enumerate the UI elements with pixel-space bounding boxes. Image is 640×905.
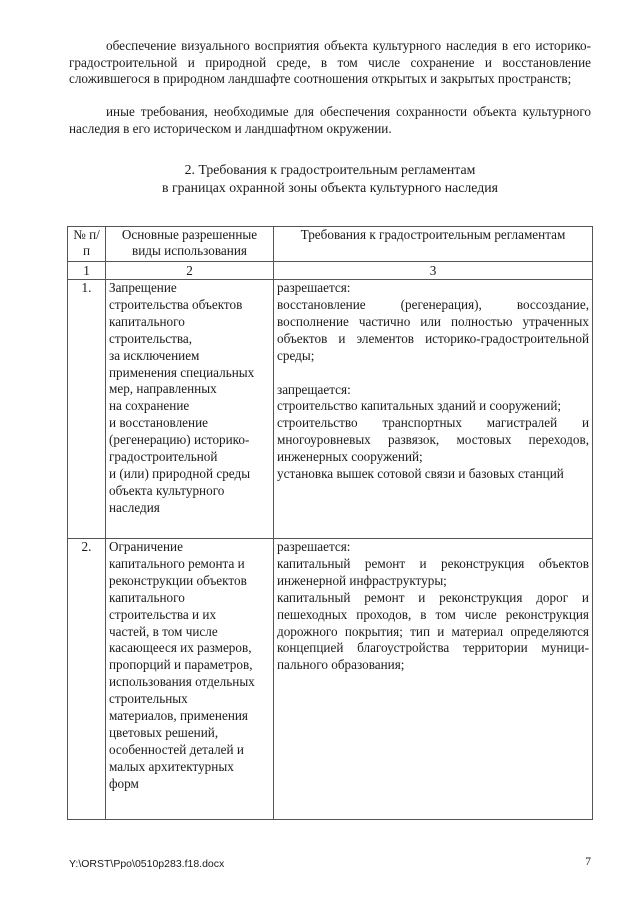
- use-line: на сохранение: [109, 398, 190, 414]
- row-use-cell: [106, 280, 274, 539]
- use-line: капитального: [109, 589, 185, 605]
- allowed-label: разрешается:: [277, 280, 351, 295]
- forbidden-label: запрещается:: [277, 381, 351, 397]
- allowed-item: капитальный ремонт и реконструкция дорог и пешеходных проходов, в том числе реконструкция дорожного покрытия; тип и материал определяются концепцией благоустройства территории муници-пального образования;: [277, 589, 589, 673]
- row-use-cell: [106, 539, 274, 820]
- use-line: и (или) природной среды: [109, 465, 251, 481]
- use-line: (регенерацию) историко-: [109, 432, 250, 448]
- intro-paragraph-2: иные требования, необходимые для обеспечения сохранности объекта культурного наследия в его историческом и ландшафтном окружении.: [69, 104, 591, 136]
- footer-page-number: 7: [585, 856, 591, 868]
- allowed-label: разрешается:: [277, 539, 351, 554]
- use-line: мер, направленных: [109, 381, 217, 397]
- use-line: частей, в том числе: [109, 623, 218, 639]
- use-line: форм: [109, 775, 139, 791]
- header-cell-use: Основные разрешенные виды использования: [106, 227, 274, 262]
- forbidden-item: установка вышек сотовой связи и базовых станций: [277, 466, 564, 482]
- use-line: цветовых решений,: [109, 724, 219, 740]
- use-line: капитального ремонта и: [109, 555, 245, 571]
- column-number-2: 2: [106, 262, 274, 280]
- section-heading-line-2: в границах охранной зоны объекта культурного наследия: [162, 179, 498, 195]
- use-line: градостроительной: [109, 449, 218, 465]
- use-line: особенностей деталей и: [109, 741, 244, 757]
- row-requirements-cell: [274, 539, 593, 820]
- section-heading: [69, 161, 591, 196]
- footer-file-path: Y:\ORST\Ppo\0510p283.f18.docx: [69, 858, 225, 870]
- table-row: [68, 539, 593, 820]
- use-line: и восстановление: [109, 415, 209, 431]
- use-line: наследия: [109, 499, 160, 515]
- header-cell-requirements: Требования к градостроительным регламентам: [274, 227, 593, 262]
- use-line: строительных: [109, 691, 188, 707]
- use-line: применения специальных: [109, 364, 255, 380]
- use-line: строительства и их: [109, 606, 217, 622]
- use-line: строительства,: [109, 330, 193, 346]
- regulations-table: [67, 226, 593, 820]
- allowed-text: восстановление (регенерация), воссоздание, восполнение частично или полностью утраченных объектов и элементов историко-градостроительной среды;: [277, 296, 589, 363]
- section-heading-line-1: 2. Требования к градостроительным регламентам: [184, 162, 476, 177]
- use-line: капитального: [109, 313, 185, 329]
- use-line: использования отдельных: [109, 674, 255, 690]
- row-number: 1.: [68, 280, 106, 539]
- use-line: объекта культурного: [109, 482, 225, 498]
- use-line: Ограничение: [109, 539, 183, 554]
- column-number-1: 1: [68, 262, 106, 280]
- allowed-item: капитальный ремонт и реконструкция объектов инженерной инфраструктуры;: [277, 555, 589, 588]
- forbidden-item: строительство транспортных магистралей и многоуровневых развязок, мостовых переходов, инженерных сооружений;: [277, 415, 589, 465]
- table-row: [68, 280, 593, 539]
- table-header-row: [68, 227, 593, 262]
- use-line: за исключением: [109, 347, 200, 363]
- use-line: материалов, применения: [109, 708, 248, 724]
- intro-paragraph-1: обеспечение визуального восприятия объекта культурного наследия в его историко-градостроительной и природной среде, в том числе сохранение и восстановление сложившегося в природном ландшафте соотношения открытых и закрытых пространств;: [69, 38, 591, 87]
- forbidden-item: строительство капитальных зданий и сооружений;: [277, 398, 562, 414]
- use-line: строительства объектов: [109, 296, 243, 312]
- column-number-row: [68, 262, 593, 280]
- use-line: касающееся их размеров,: [109, 640, 252, 656]
- row-number: 2.: [68, 539, 106, 820]
- column-number-3: 3: [274, 262, 593, 280]
- use-line: реконструкции объектов: [109, 572, 247, 588]
- use-line: Запрещение: [109, 280, 177, 295]
- use-line: пропорций и параметров,: [109, 657, 253, 673]
- row-requirements-cell: [274, 280, 593, 539]
- header-cell-number: № п/п: [68, 227, 106, 262]
- use-line: малых архитектурных: [109, 758, 234, 774]
